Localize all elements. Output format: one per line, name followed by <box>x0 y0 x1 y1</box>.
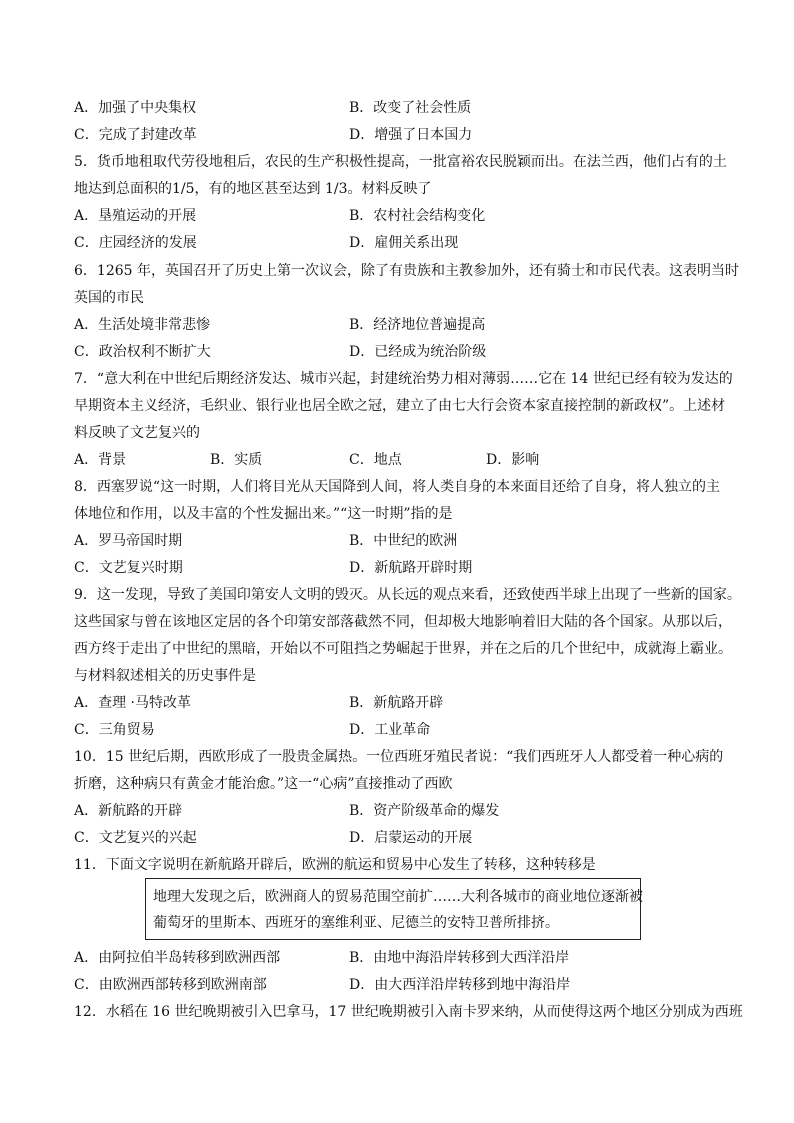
option-c: C．文艺复兴时期 <box>74 560 183 576</box>
option-b: B．实质 <box>210 452 263 468</box>
option-b: B．农村社会结构变化 <box>349 208 486 224</box>
material-text: 葡萄牙的里斯本、西班牙的塞维利亚、尼德兰的安特卫普所排挤。 <box>153 915 559 931</box>
option-c: C．政治权利不断扩大 <box>74 344 211 360</box>
option-b: B．由地中海沿岸转移到大西洋沿岸 <box>349 950 570 966</box>
option-b: B．经济地位普遍提高 <box>349 317 486 333</box>
material-text: 地理大发现之后，欧洲商人的贸易范围空前扩……大利各城市的商业地位逐渐被 <box>153 889 643 905</box>
question-9-text: 与材料叙述相关的历史事件是 <box>74 668 256 684</box>
question-8-text: 体地位和作用，以及丰富的个性发掘出来。”“这一时期”指的是 <box>74 506 453 522</box>
option-d: D．启蒙运动的开展 <box>349 830 473 846</box>
question-9-text: 这些国家与曾在该地区定居的各个印第安部落截然不同，但却极大地影响着旧大陆的各个国家。从那以后， <box>74 614 732 630</box>
question-6-text: 6．1265 年，英国召开了历史上第一次议会，除了有贵族和主教参加外，还有骑士和市民代表。这表明当时 <box>74 263 739 279</box>
question-10-text: 折磨，这种病只有黄金才能治愈。”这一“心病”直接推动了西欧 <box>74 776 453 792</box>
option-a: A．罗马帝国时期 <box>74 533 183 549</box>
option-d: D．工业革命 <box>349 722 431 738</box>
option-a: A．由阿拉伯半岛转移到欧洲西部 <box>74 950 281 966</box>
option-a: A．背景 <box>74 452 127 468</box>
option-a: A．查理 ·马特改革 <box>74 695 192 711</box>
option-c: C．庄园经济的发展 <box>74 235 197 251</box>
question-8-text: 8．西塞罗说“这一时期，人们将目光从天国降到人间，将人类自身的本来面目还给了自身，将人独立的主 <box>74 479 721 495</box>
question-11-text: 11．下面文字说明在新航路开辟后，欧洲的航运和贸易中心发生了转移，这种转移是 <box>74 857 596 873</box>
question-5-text: 5．货币地租取代劳役地租后，农民的生产积极性提高，一批富裕农民脱颖而出。在法兰西，他们占有的土 <box>74 154 727 170</box>
option-a: A．加强了中央集权 <box>74 100 197 116</box>
option-c: C．地点 <box>349 452 402 468</box>
option-b: B．资产阶级革命的爆发 <box>349 803 500 819</box>
question-7-text: 早期资本主义经济，毛织业、银行业也居全欧之冠，建立了由七大行会资本家直接控制的新政权”。上述材 <box>74 398 726 414</box>
option-b: B．改变了社会性质 <box>349 100 472 116</box>
option-d: D．由大西洋沿岸转移到地中海沿岸 <box>349 977 571 993</box>
option-c: C．三角贸易 <box>74 722 155 738</box>
option-d: D．已经成为统治阶级 <box>349 344 487 360</box>
option-a: A．新航路的开辟 <box>74 803 183 819</box>
option-d: D．雇佣关系出现 <box>349 235 459 251</box>
question-7-text: 料反映了文艺复兴的 <box>74 425 200 441</box>
option-b: B．新航路开辟 <box>349 695 444 711</box>
option-d: D．新航路开辟时期 <box>349 560 473 576</box>
option-d: D．影响 <box>486 452 540 468</box>
option-d: D．增强了日本国力 <box>349 127 473 143</box>
option-a: A．生活处境非常悲惨 <box>74 317 211 333</box>
option-c: C．文艺复兴的兴起 <box>74 830 197 846</box>
question-9-text: 9．这一发现，导致了美国印第安人文明的毁灭。从长远的观点来看，还致使西半球上出现了一些新的国家。 <box>74 587 741 603</box>
question-6-text: 英国的市民 <box>74 290 144 306</box>
option-c: C．由欧洲西部转移到欧洲南部 <box>74 977 267 993</box>
option-c: C．完成了封建改革 <box>74 127 197 143</box>
material-box <box>145 878 641 940</box>
question-12-text: 12．水稻在 16 世纪晚期被引入巴拿马，17 世纪晚期被引入南卡罗来纳，从而使得这两个地区分别成为西班 <box>74 1004 743 1020</box>
option-a: A．垦殖运动的开展 <box>74 208 197 224</box>
option-b: B．中世纪的欧洲 <box>349 533 458 549</box>
question-9-text: 西方终于走出了中世纪的黑暗，开始以不可阻挡之势崛起于世界，并在之后的几个世纪中，成就海上霸业。 <box>74 641 732 657</box>
question-5-text: 地达到总面积的1/5，有的地区甚至达到 1/3。材料反映了 <box>74 181 432 197</box>
question-7-text: 7．“意大利在中世纪后期经济发达、城市兴起，封建统治势力相对薄弱……它在 14 世纪已经有较为发达的 <box>74 371 733 387</box>
question-10-text: 10．15 世纪后期，西欧形成了一股贵金属热。一位西班牙殖民者说：“我们西班牙人人都受着一种心病的 <box>74 749 724 765</box>
